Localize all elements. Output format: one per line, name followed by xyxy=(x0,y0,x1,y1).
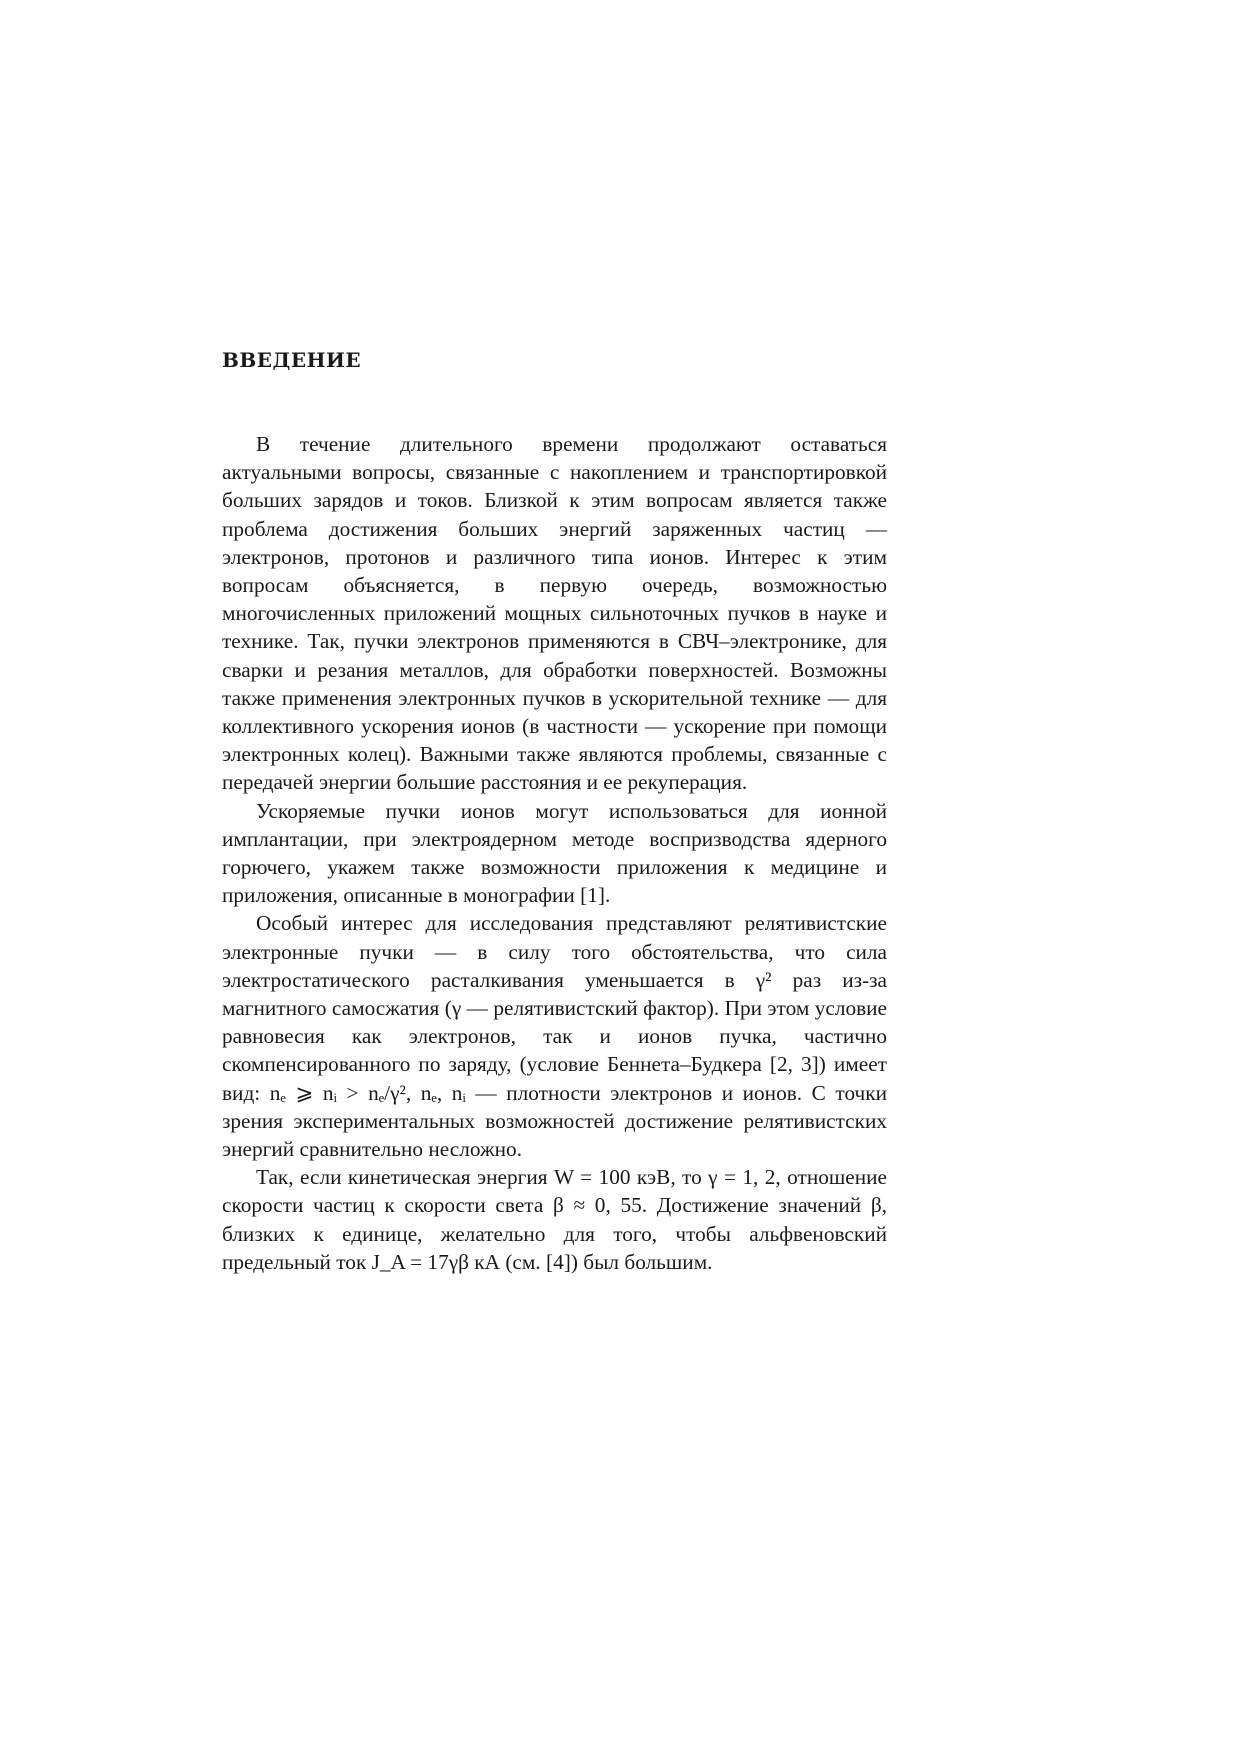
body-paragraph-2: Ускоряемые пучки ионов могут использоваться для ионной имплантации, при электроядерном методе воспризводства ядерного горючего, укажем также возможности приложения к медицине и приложения, описанные в монографии [1]. xyxy=(222,798,887,908)
document-page xyxy=(222,346,887,1276)
body-paragraph-3: Особый интерес для исследования представляют релятивистские электронные пучки — в силу того обстоятельства, что сила электростатического расталкивания уменьшается в γ² раз из-за магнитного самосжатия (γ — релятивистский фактор). При этом условие равновесия как электронов, так и ионов пучка, частично скомпенсированного по заряду, (условие Беннета–Будкера [2, 3]) имеет вид: nₑ ⩾ nᵢ > nₑ/γ², nₑ, nᵢ — плотности электронов и ионов. С точки зрения экспериментальных возможностей достижение релятивистских энергий сравнительно несложно. xyxy=(222,911,887,1162)
body-paragraph-1: В течение длительного времени продолжают оставаться актуальными вопросы, связанные с накоплением и транспортировкой больших зарядов и токов. Близкой к этим вопросам является также проблема достижения больших энергий заряженных частиц — электронов, протонов и различного типа ионов. Интерес к этим вопросам объясняется, в первую очередь, возможностью многочисленных приложений мощных сильноточных пучков в науке и технике. Так, пучки электронов применяются в СВЧ–электронике, для сварки и резания металлов, для обработки поверхностей. Возможны также применения электронных пучков в ускорительной технике — для коллективного ускорения ионов (в частности — ускорение при помощи электронных колец). Важными также являются проблемы, связанные с передачей энергии большие расстояния и ее рекуперация. xyxy=(222,432,887,795)
chapter-heading: ВВЕДЕНИЕ xyxy=(222,348,362,372)
body-paragraph-4: Так, если кинетическая энергия W = 100 кэВ, то γ = 1, 2, отношение скорости частиц к скорости света β ≈ 0, 55. Достижение значений β, близких к единице, желательно для того, чтобы альфвеновский предельный ток J_A = 17γβ кА (см. [4]) был большим. xyxy=(222,1165,887,1274)
